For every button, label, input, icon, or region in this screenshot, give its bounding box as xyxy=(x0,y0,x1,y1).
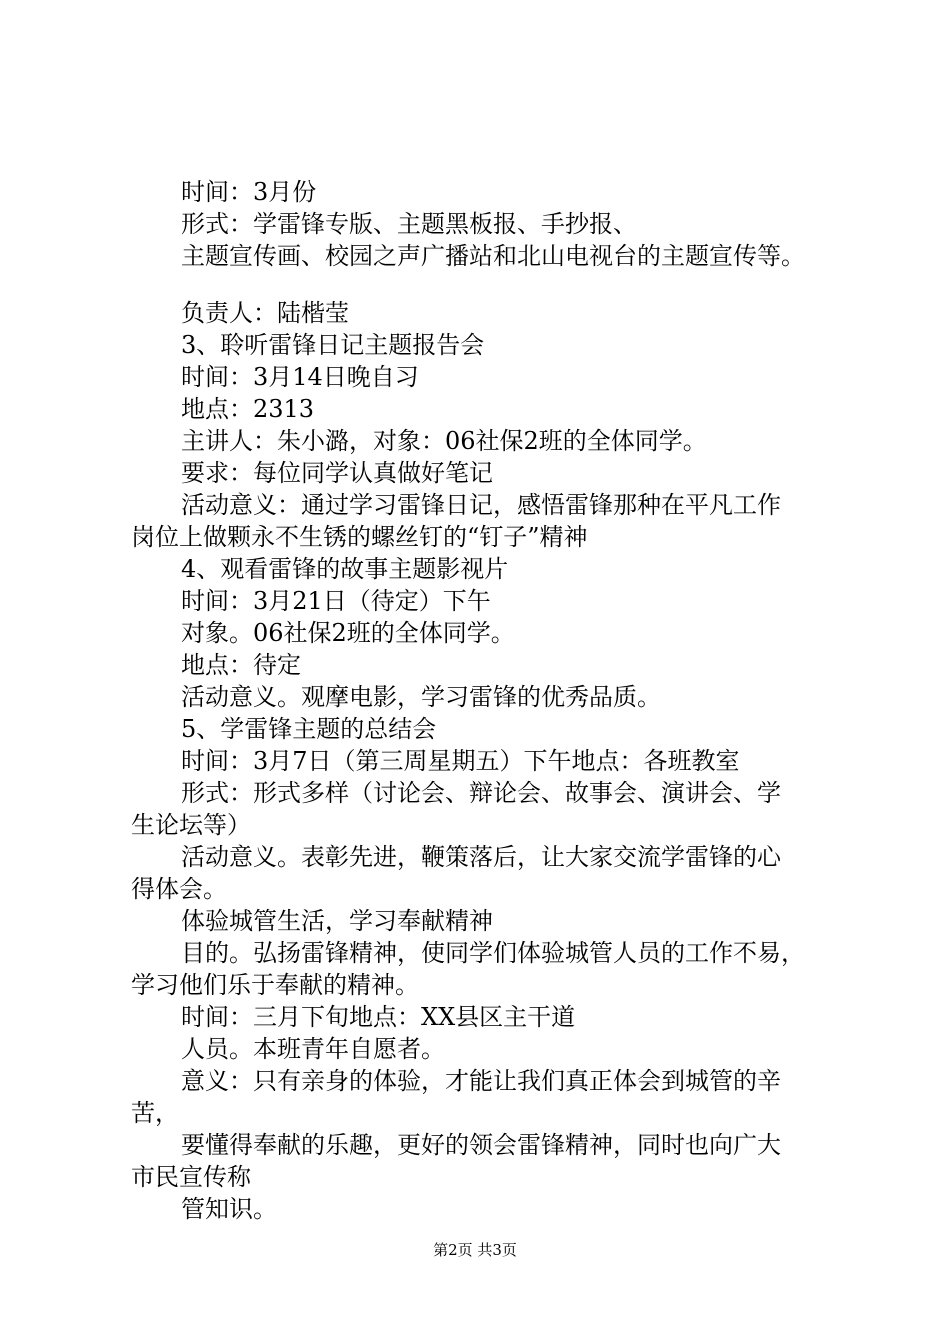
text-line: 要求：每位同学认真做好笔记 xyxy=(181,459,493,487)
page-footer: 第2页 共3页 xyxy=(433,1241,517,1259)
text-line: 时间：3月份 xyxy=(181,178,317,206)
section-heading: 3、聆听雷锋日记主题报告会 xyxy=(181,331,485,359)
text-line: 管知识。 xyxy=(181,1195,277,1223)
text-line: 目的。弘扬雷锋精神，使同学们体验城管人员的工作不易， xyxy=(181,939,805,967)
text-line: 形式：形式多样（讨论会、辩论会、故事会、演讲会、学 xyxy=(181,779,781,807)
section-heading: 4、观看雷锋的故事主题影视片 xyxy=(181,555,509,583)
text-line: 苦， xyxy=(131,1099,179,1127)
text-line: 活动意义。观摩电影，学习雷锋的优秀品质。 xyxy=(181,683,661,711)
text-line: 岗位上做颗永不生锈的螺丝钉的“钉子”精神 xyxy=(131,523,588,551)
text-line: 生论坛等） xyxy=(131,811,251,839)
text-line: 地点：2313 xyxy=(181,395,315,423)
text-line: 得体会。 xyxy=(131,875,227,903)
text-line: 时间：三月下旬地点：XX县区主干道 xyxy=(181,1003,576,1031)
text-line: 市民宣传称 xyxy=(131,1163,251,1191)
section-heading: 体验城管生活，学习奉献精神 xyxy=(181,907,493,935)
text-line: 活动意义。表彰先进，鞭策落后，让大家交流学雷锋的心 xyxy=(181,843,781,871)
text-line: 要懂得奉献的乐趣，更好的领会雷锋精神，同时也向广大 xyxy=(181,1131,781,1159)
section-heading: 5、学雷锋主题的总结会 xyxy=(181,715,437,743)
text-line: 地点：待定 xyxy=(181,651,301,679)
text-line: 活动意义：通过学习雷锋日记，感悟雷锋那种在平凡工作 xyxy=(181,491,781,519)
text-line: 学习他们乐于奉献的精神。 xyxy=(131,971,419,999)
text-line: 负责人：陆楷莹 xyxy=(181,299,349,327)
text-line: 人员。本班青年自愿者。 xyxy=(181,1035,445,1063)
text-line: 形式：学雷锋专版、主题黑板报、手抄报、 xyxy=(181,210,637,238)
text-line: 时间：3月14日晚自习 xyxy=(181,363,419,391)
text-line: 对象。06社保2班的全体同学。 xyxy=(181,619,515,647)
text-line: 时间：3月7日（第三周星期五）下午地点：各班教室 xyxy=(181,747,740,775)
text-line: 意义：只有亲身的体验，才能让我们真正体会到城管的辛 xyxy=(181,1067,781,1095)
text-line: 主题宣传画、校园之声广播站和北山电视台的主题宣传等。 xyxy=(181,242,805,270)
text-line: 时间：3月21日（待定）下午 xyxy=(181,587,491,615)
text-line: 主讲人：朱小潞，对象：06社保2班的全体同学。 xyxy=(181,427,707,455)
